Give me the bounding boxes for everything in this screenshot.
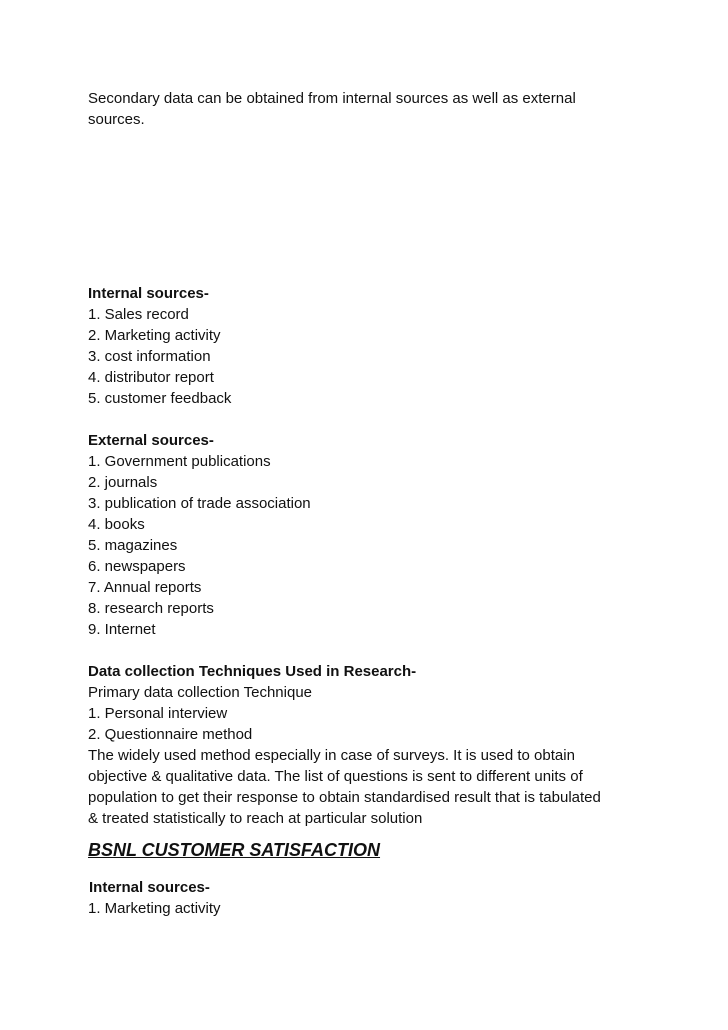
bsnl-list xyxy=(88,898,688,919)
intro-line-1: Secondary data can be obtained from internal sources as well as external xyxy=(88,90,576,107)
list-item: 4. distributor report xyxy=(88,369,214,386)
paragraph-line: objective & qualitative data. The list of questions is sent to different units of xyxy=(88,768,583,785)
intro-line-2: sources. xyxy=(88,111,145,128)
list-item: 4. books xyxy=(88,516,145,533)
blank-line xyxy=(88,640,688,661)
paragraph-line: & treated statistically to reach at particular solution xyxy=(88,810,423,827)
document-page xyxy=(88,88,688,919)
external-sources-section xyxy=(88,430,688,640)
list-item: 8. research reports xyxy=(88,600,214,617)
list-item: 5. customer feedback xyxy=(88,390,232,407)
external-sources-heading: External sources- xyxy=(88,432,214,449)
bsnl-heading: BSNL CUSTOMER SATISFACTION xyxy=(88,840,381,860)
internal-sources-section xyxy=(88,283,688,409)
list-item: 3. cost information xyxy=(88,348,211,365)
list-item: 2. Marketing activity xyxy=(88,327,221,344)
internal-sources-list xyxy=(88,304,688,409)
list-item: 9. Internet xyxy=(88,621,156,638)
list-item: 1. Marketing activity xyxy=(88,900,221,917)
paragraph-line: population to get their response to obtain standardised result that is tabulated xyxy=(88,789,601,806)
bsnl-internal-heading: Internal sources- xyxy=(89,879,210,896)
list-item: 1. Government publications xyxy=(88,453,271,470)
list-item: 2. journals xyxy=(88,474,158,491)
list-item: 5. magazines xyxy=(88,537,178,554)
list-item: 2. Questionnaire method xyxy=(88,726,253,743)
techniques-section xyxy=(88,661,688,829)
bsnl-section xyxy=(88,838,688,919)
techniques-subheading: Primary data collection Technique xyxy=(88,684,313,701)
list-item: 6. newspapers xyxy=(88,558,186,575)
blank-line xyxy=(88,409,688,430)
list-item: 3. publication of trade association xyxy=(88,495,311,512)
techniques-heading: Data collection Techniques Used in Research- xyxy=(88,663,417,680)
external-sources-list xyxy=(88,451,688,640)
paragraph-line: The widely used method especially in case of surveys. It is used to obtain xyxy=(88,747,575,764)
list-item: 1. Personal interview xyxy=(88,705,228,722)
list-item: 1. Sales record xyxy=(88,306,189,323)
blank-space xyxy=(88,130,688,283)
techniques-paragraph xyxy=(88,745,688,829)
list-item: 7. Annual reports xyxy=(88,579,202,596)
techniques-list xyxy=(88,703,688,745)
internal-sources-heading: Internal sources- xyxy=(88,285,209,302)
